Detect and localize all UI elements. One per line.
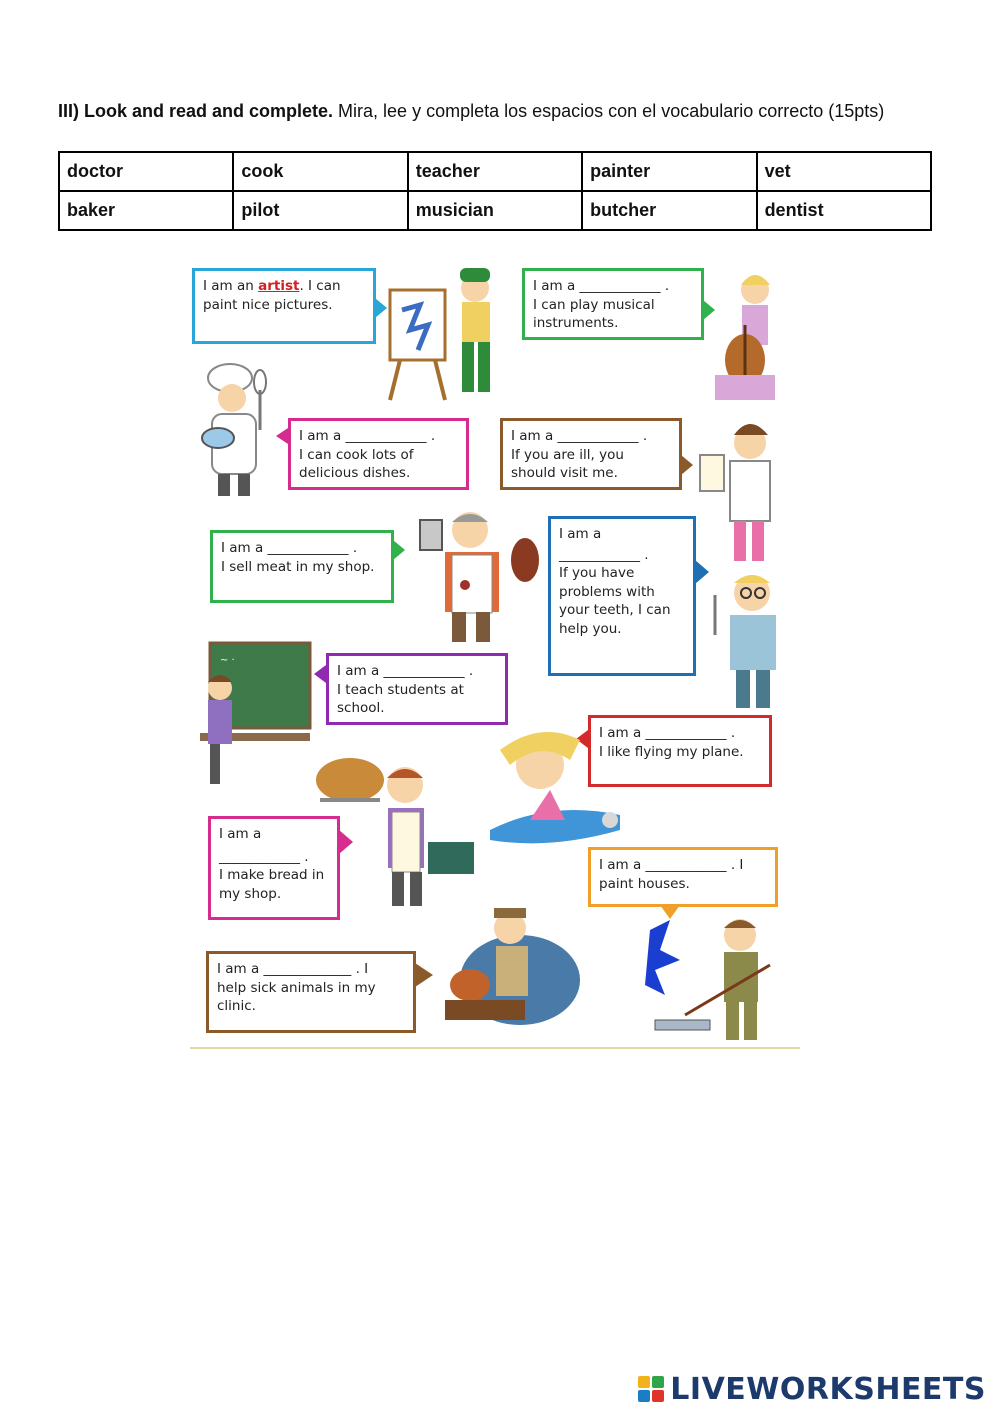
artist-figure xyxy=(380,260,530,410)
cook-figure xyxy=(190,360,290,500)
vocabulary-cell: doctor xyxy=(59,152,233,191)
vocabulary-cell: baker xyxy=(59,191,233,230)
vocabulary-row xyxy=(59,191,931,230)
jobs-illustration xyxy=(170,260,820,1055)
dentist-bubble: I am a ____________ . If you have problems with your teeth, I can help you. xyxy=(548,516,696,676)
vocabulary-cell: painter xyxy=(582,152,756,191)
instructions-title: III) Look and read and complete. xyxy=(58,101,334,121)
logo-mark-icon xyxy=(638,1376,664,1402)
butcher-bubble: I am a ____________ . I sell meat in my shop. xyxy=(210,530,394,603)
teacher-bubble: I am a ____________ . I teach students at school. xyxy=(326,653,508,725)
artist-bubble: I am an artist. I can paint nice pictures. xyxy=(192,268,376,344)
instructions-text: Mira, lee y completa los espacios con el vocabulario correcto (15pts) xyxy=(333,101,885,121)
logo-text: LIVEWORKSHEETS xyxy=(670,1371,986,1407)
vocabulary-cell: dentist xyxy=(757,191,931,230)
vet-bubble: I am a _____________ . I help sick animals in my clinic. xyxy=(206,951,416,1033)
butcher-figure xyxy=(410,500,550,650)
musician-figure xyxy=(700,265,800,415)
svg-text:~ ·: ~ · xyxy=(220,655,235,666)
musician-bubble: I am a ____________ . I can play musical instruments. xyxy=(522,268,704,340)
painter-figure xyxy=(630,910,790,1050)
ground-line xyxy=(190,1047,800,1049)
pilot-bubble: I am a ____________ . I like flying my plane. xyxy=(588,715,772,787)
cook-bubble: I am a ____________ . I can cook lots of delicious dishes. xyxy=(288,418,469,490)
dentist-figure xyxy=(700,565,795,715)
teacher-figure xyxy=(200,638,320,788)
instructions xyxy=(58,98,938,124)
vocabulary-cell: pilot xyxy=(233,191,407,230)
vocabulary-cell: cook xyxy=(233,152,407,191)
baker-bubble: I am a ____________ . I make bread in my shop. xyxy=(208,816,340,920)
vocabulary-table xyxy=(58,151,932,231)
doctor-figure xyxy=(690,415,790,565)
doctor-bubble: I am a ____________ . If you are ill, you should visit me. xyxy=(500,418,682,490)
vocabulary-cell: vet xyxy=(757,152,931,191)
vocabulary-cell: teacher xyxy=(408,152,582,191)
vocabulary-row xyxy=(59,152,931,191)
painter-bubble: I am a ____________ . I paint houses. xyxy=(588,847,778,907)
vocabulary-cell: butcher xyxy=(582,191,756,230)
artist-answer: artist xyxy=(258,278,300,294)
liveworksheets-logo xyxy=(638,1372,986,1406)
vet-figure xyxy=(440,900,580,1040)
vocabulary-cell: musician xyxy=(408,191,582,230)
